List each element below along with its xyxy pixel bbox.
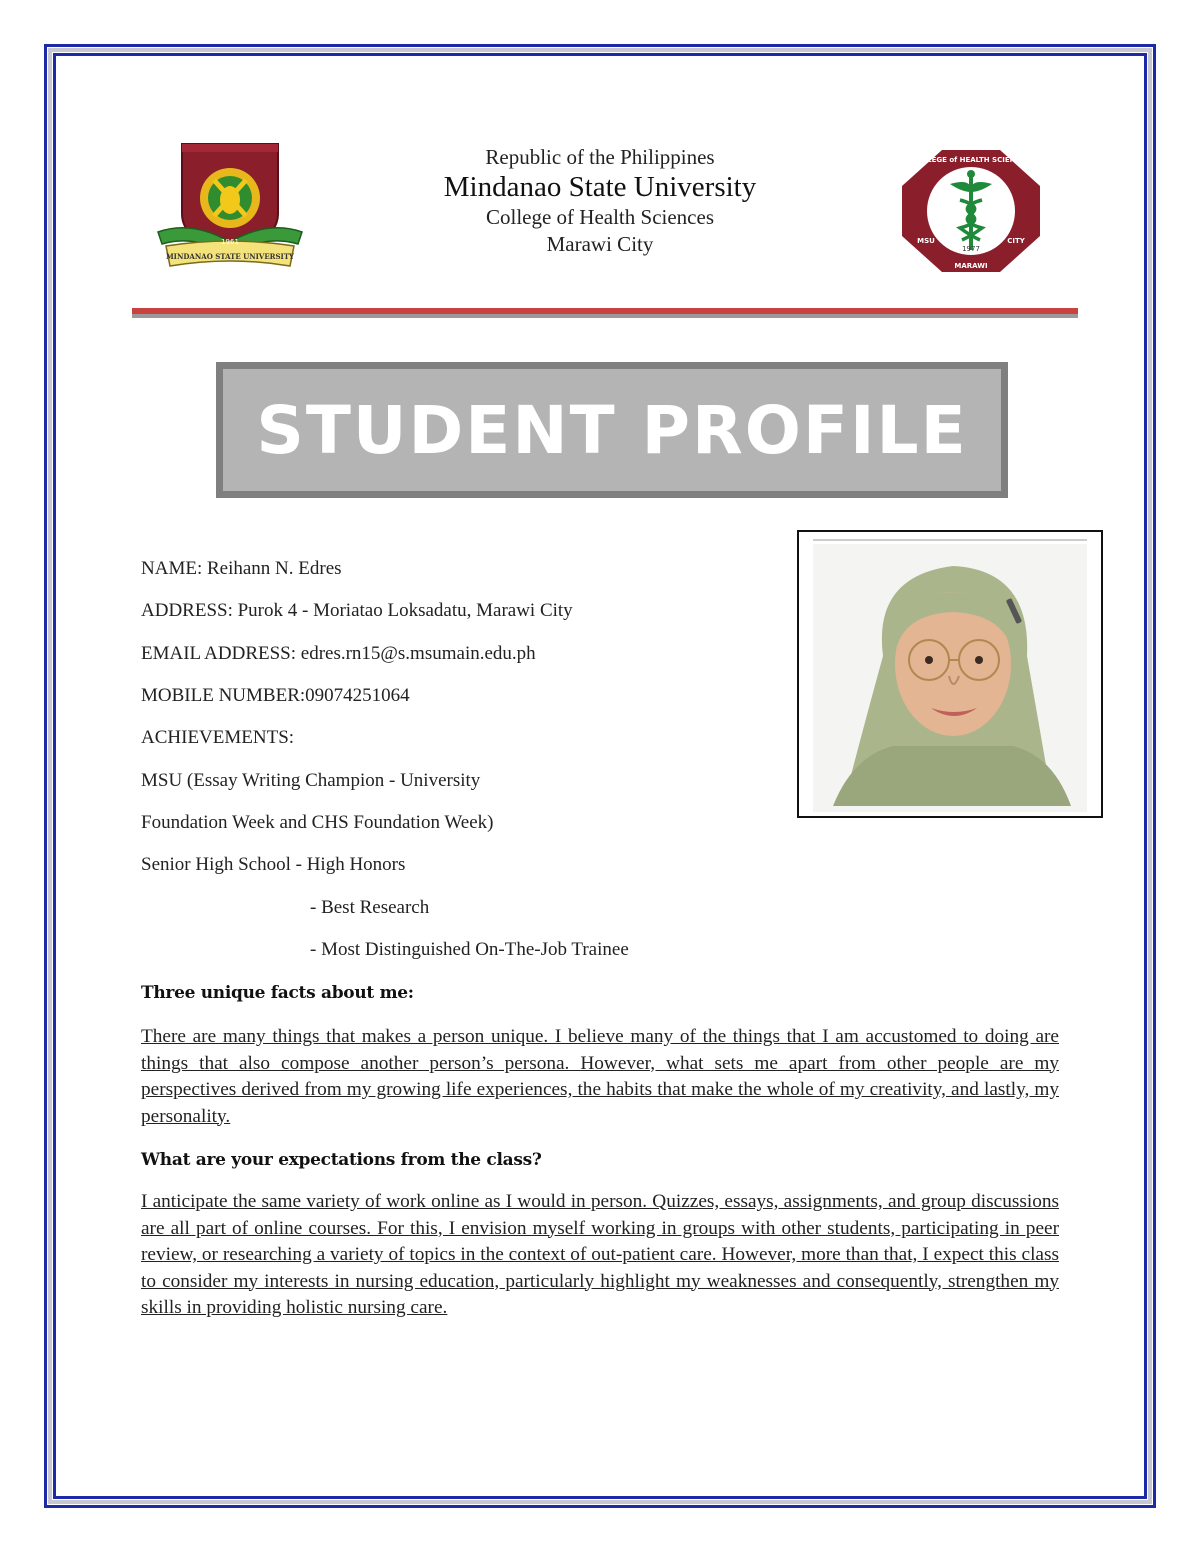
city-name: Marawi City bbox=[546, 232, 654, 256]
college-name: College of Health Sciences bbox=[485, 205, 714, 229]
achievement-item: - Most Distinguished On-The-Job Trainee bbox=[310, 939, 629, 960]
chs-caduceus-seal-icon bbox=[900, 148, 1042, 274]
svg-text:MINDANAO STATE UNIVERSITY: MINDANAO STATE UNIVERSITY bbox=[165, 252, 295, 261]
republic-line: Republic of the Philippines bbox=[485, 145, 715, 169]
facts-heading: Three unique facts about me: bbox=[141, 983, 414, 1003]
page-title: STUDENT PROFILE bbox=[256, 391, 968, 469]
svg-text:COLLEGE of HEALTH SCIENCES: COLLEGE of HEALTH SCIENCES bbox=[911, 156, 1031, 164]
student-name: NAME: Reihann N. Edres bbox=[141, 558, 342, 579]
svg-text:MARAWI: MARAWI bbox=[954, 262, 988, 270]
msu-seal-icon bbox=[152, 140, 308, 274]
student-email: EMAIL ADDRESS: edres.rn15@s.msumain.edu.ph bbox=[141, 643, 536, 664]
header-rule-gray bbox=[132, 314, 1078, 318]
student-address: ADDRESS: Purok 4 - Moriatao Loksadatu, Marawi City bbox=[141, 600, 573, 621]
achievement-item: MSU (Essay Writing Champion - University bbox=[141, 770, 481, 791]
achievement-item: Senior High School - High Honors bbox=[141, 854, 406, 875]
student-portrait-icon bbox=[813, 536, 1087, 812]
letterhead bbox=[400, 144, 800, 258]
svg-text:CITY: CITY bbox=[1007, 237, 1025, 245]
achievements-label: ACHIEVEMENTS: bbox=[141, 727, 295, 748]
student-photo bbox=[797, 530, 1103, 818]
facts-paragraph: There are many things that makes a person unique. I believe many of the things that I am accustomed to doing are things that also compose another person’s persona. However, what sets me apart from other people are my perspectives derived from my growing life experiences, the habits that make the whole of my creativity, and lastly, my personality. bbox=[141, 1026, 1059, 1127]
student-mobile: MOBILE NUMBER:09074251064 bbox=[141, 685, 410, 706]
title-banner bbox=[216, 362, 1008, 498]
achievement-item: - Best Research bbox=[310, 897, 430, 918]
svg-text:MSU: MSU bbox=[917, 237, 935, 245]
svg-text:1977: 1977 bbox=[962, 245, 980, 253]
university-name: Mindanao State University bbox=[443, 171, 757, 203]
expectations-paragraph: I anticipate the same variety of work online as I would in person. Quizzes, essays, assignments, and group discussions are all part of online courses. For this, I envision myself working in groups with other students, participating in peer review, or researching a variety of topics in the context of out-patient care. However, more than that, I expect this class to consider my interests in nursing education, particularly highlight my weaknesses and consequently, strengthen my skills in providing holistic nursing care. bbox=[141, 1191, 1059, 1318]
achievement-item: Foundation Week and CHS Foundation Week) bbox=[141, 812, 494, 833]
svg-text:1961: 1961 bbox=[221, 238, 239, 246]
expectations-heading: What are your expectations from the class? bbox=[141, 1150, 542, 1170]
